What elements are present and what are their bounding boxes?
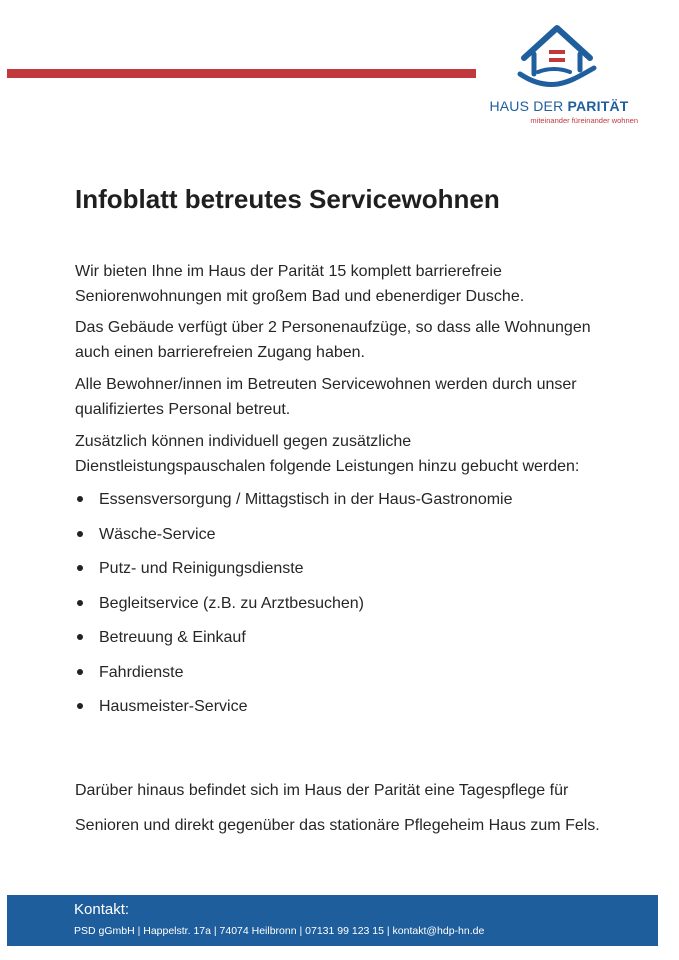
bullet-icon — [77, 600, 83, 606]
brand-name: HAUS DER PARITÄT — [489, 98, 629, 114]
bullet-icon — [77, 531, 83, 537]
footer-contact-line: PSD gGmbH | Happelstr. 17a | 74074 Heilbronn | 07131 99 123 15 | kontakt@hdp-hn.de — [74, 925, 485, 937]
list-item: Putz- und Reinigungsdienste — [75, 556, 513, 591]
bullet-icon — [77, 669, 83, 675]
list-item: Essensversorgung / Mittagstisch in der Haus-Gastronomie — [75, 487, 513, 522]
footer-title: Kontakt: — [74, 901, 130, 918]
bullet-icon — [77, 703, 83, 709]
paragraph-intro: Wir bieten Ihne im Haus der Parität 15 komplett barrierefreie Seniorenwohnungen mit großem Bad und ebenerdiger Dusche. — [75, 263, 525, 305]
bullet-icon — [77, 496, 83, 502]
bullet-icon — [77, 565, 83, 571]
paragraph-staff: Alle Bewohner/innen im Betreuten Servicewohnen werden durch unser qualifiziertes Personal betreut. — [75, 376, 577, 418]
list-item: Fahrdienste — [75, 660, 513, 695]
header-red-band — [7, 69, 476, 78]
list-item: Begleitservice (z.B. zu Arztbesuchen) — [75, 591, 513, 626]
closing-line-2: Senioren und direkt gegenüber das stationäre Pflegeheim Haus zum Fels. — [75, 817, 600, 834]
paragraph-elevators: Das Gebäude verfügt über 2 Personenaufzüge, so dass alle Wohnungen auch einen barrierefreien Zugang haben. — [75, 319, 591, 361]
brand-tagline: miteinander füreinander wohnen — [530, 116, 638, 125]
services-list — [75, 487, 513, 729]
list-item: Hausmeister-Service — [75, 694, 513, 729]
haus-der-paritaet-logo — [478, 24, 638, 124]
list-item: Betreuung & Einkauf — [75, 625, 513, 660]
bullet-icon — [77, 634, 83, 640]
paragraph-additional: Zusätzlich können individuell gegen zusätzliche Dienstleistungspauschalen folgende Leistungen hinzu gebucht werden: — [75, 433, 580, 475]
page-title: Infoblatt betreutes Servicewohnen — [75, 184, 500, 214]
list-item: Wäsche-Service — [75, 522, 513, 557]
contact-footer — [7, 895, 658, 946]
house-hand-icon — [514, 24, 600, 96]
closing-line-1: Darüber hinaus befindet sich im Haus der Parität eine Tagespflege für — [75, 782, 569, 799]
